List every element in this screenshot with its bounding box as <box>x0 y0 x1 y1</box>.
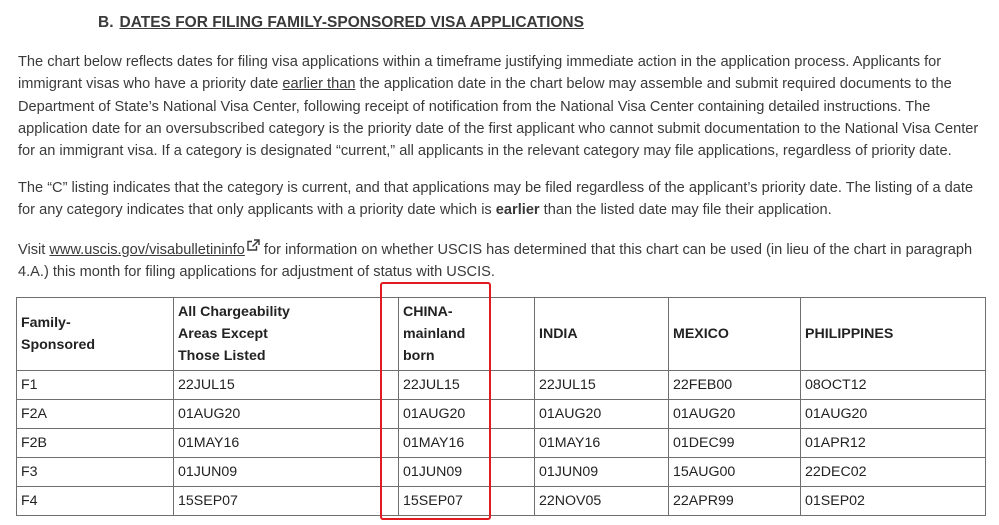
earlier-emphasis: earlier <box>495 202 540 219</box>
china-cell: 01JUN09 <box>399 458 535 487</box>
header-china: CHINA- mainland born <box>399 298 535 371</box>
earlier-than-emphasis: earlier than <box>282 76 356 93</box>
table-row <box>17 371 986 400</box>
section-heading <box>98 14 584 32</box>
all-cell: 01MAY16 <box>174 429 399 458</box>
intro-text-2: the application date in the chart below may assemble and submit required documents to the Department of State’s National Visa Center, following receipt of notification from the National Visa Center containing detailed instructions. The application date for an oversubscribed category is the priority date of the first applicant who cannot submit documentation to the National Visa Center for an immigrant visa. If a category is designated “current,” all applicants in the relevant category may file applications, regardless of priority date. <box>18 76 979 160</box>
china-cell: 01AUG20 <box>399 400 535 429</box>
intro-text-1: The chart below reflects dates for filing visa applications within a timeframe justifying immediate action in the application process. Applicants for immigrant visas who have a priority date <box>18 54 942 93</box>
header-all-chargeability: All Chargeability Areas Except Those Listed <box>174 298 399 371</box>
philippines-cell: 01AUG20 <box>801 400 986 429</box>
header-india: INDIA <box>535 298 669 371</box>
mexico-cell: 22FEB00 <box>669 371 801 400</box>
mexico-cell: 15AUG00 <box>669 458 801 487</box>
philippines-cell: 08OCT12 <box>801 371 986 400</box>
philippines-cell: 01APR12 <box>801 429 986 458</box>
header-philippines: PHILIPPINES <box>801 298 986 371</box>
india-cell: 01AUG20 <box>535 400 669 429</box>
philippines-cell: 22DEC02 <box>801 458 986 487</box>
philippines-cell: 01SEP02 <box>801 487 986 516</box>
uscis-link[interactable]: www.uscis.gov/visabulletininfo <box>49 242 245 258</box>
india-cell: 22NOV05 <box>535 487 669 516</box>
table-row <box>17 458 986 487</box>
all-cell: 01AUG20 <box>174 400 399 429</box>
filing-dates-table <box>16 297 986 516</box>
current-listing-paragraph <box>18 177 988 222</box>
table-header-row <box>17 298 986 371</box>
table-row <box>17 487 986 516</box>
section-title: DATES FOR FILING FAMILY-SPONSORED VISA APPLICATIONS <box>119 14 584 31</box>
category-cell: F2A <box>17 400 174 429</box>
china-cell: 01MAY16 <box>399 429 535 458</box>
india-cell: 22JUL15 <box>535 371 669 400</box>
header-mexico: MEXICO <box>669 298 801 371</box>
category-cell: F2B <box>17 429 174 458</box>
india-cell: 01JUN09 <box>535 458 669 487</box>
mexico-cell: 01DEC99 <box>669 429 801 458</box>
mexico-cell: 01AUG20 <box>669 400 801 429</box>
category-cell: F4 <box>17 487 174 516</box>
current-text-2: than the listed date may file their application. <box>539 202 832 219</box>
visit-text: Visit <box>18 242 50 258</box>
mexico-cell: 22APR99 <box>669 487 801 516</box>
header-family-sponsored: Family- Sponsored <box>17 298 174 371</box>
all-cell: 15SEP07 <box>174 487 399 516</box>
table-row <box>17 429 986 458</box>
india-cell: 01MAY16 <box>535 429 669 458</box>
china-cell: 22JUL15 <box>399 371 535 400</box>
china-cell: 15SEP07 <box>399 487 535 516</box>
current-text-1: The “C” listing indicates that the category is current, and that applications may be filed regardless of the applicant’s priority date. The listing of a date for any category indicates that only applicants with a priority date which is <box>18 180 974 219</box>
table-row <box>17 400 986 429</box>
external-link-icon[interactable] <box>247 236 260 258</box>
all-cell: 22JUL15 <box>174 371 399 400</box>
intro-paragraph <box>18 51 988 162</box>
uscis-text: for information on whether USCIS has determined that this chart can be used (in lieu of the chart in paragraph 4.A.) this month for filing applications for adjustment of status with USCIS. <box>18 242 973 281</box>
all-cell: 01JUN09 <box>174 458 399 487</box>
section-letter: B. <box>98 14 114 31</box>
uscis-paragraph <box>18 236 988 284</box>
category-cell: F1 <box>17 371 174 400</box>
category-cell: F3 <box>17 458 174 487</box>
